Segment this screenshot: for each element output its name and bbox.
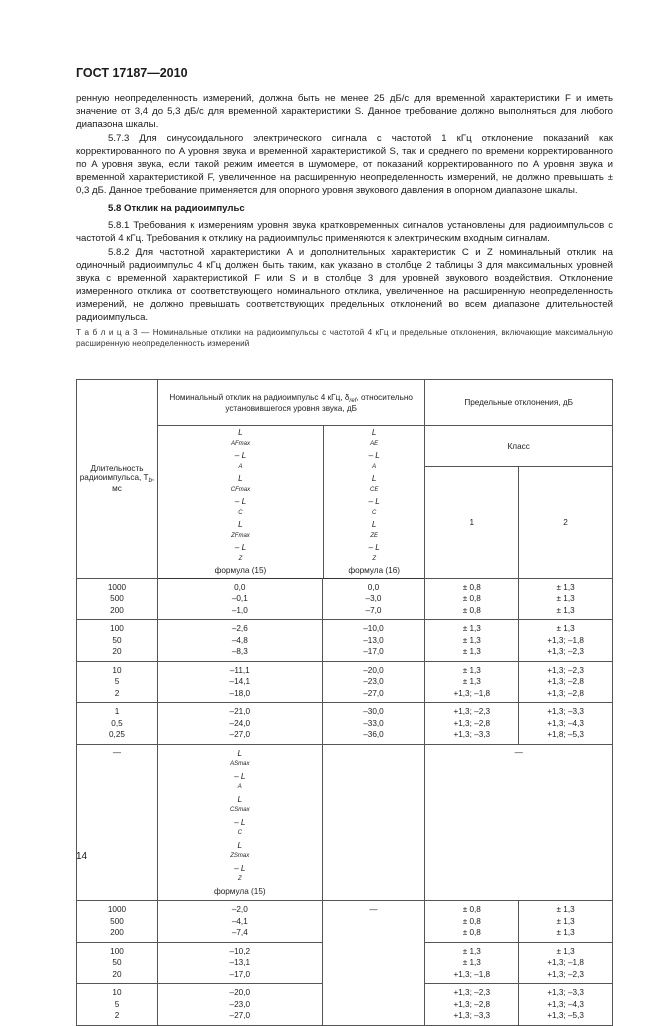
- header-class-2: 2: [519, 467, 613, 578]
- duration-cell: 10 5 2: [77, 661, 158, 703]
- duration-cell: 100 50 20: [77, 620, 158, 662]
- header-limits: Предельные отклонения, дБ: [425, 380, 613, 426]
- nominal-exposure-cell: –30,0 –33,0 –36,0: [322, 703, 425, 745]
- nominal-max-cell: –11,1 –14,1 –18,0: [157, 661, 322, 703]
- nominal-exposure-cell: –10,0 –13,0 –17,0: [322, 620, 425, 662]
- formula-15: L AFmax – L A L CFmax – L C L ZFmax – L Z формула (15): [158, 426, 324, 578]
- class2-cell: ± 1,3 ± 1,3 ± 1,3: [519, 578, 613, 620]
- table-row: [77, 744, 613, 901]
- nominal-max-cell: –2,0 –4,1 –7,4: [157, 901, 322, 943]
- duration-cell: 100 50 20: [77, 942, 158, 984]
- nominal-exposure-cell: 0,0 –3,0 –7,0: [322, 578, 425, 620]
- nominal-max-cell: –20,0 –23,0 –27,0: [157, 984, 322, 1026]
- formula-16: L AE – L A L CE – L C L ZE – L Z формула (16): [348, 428, 400, 575]
- class1-cell: ± 1,3 ± 1,3 +1,3; –1,8: [425, 661, 519, 703]
- class1-cell: ± 1,3 ± 1,3 ± 1,3: [425, 620, 519, 662]
- paragraph-5-7-3: 5.7.3 Для синусоидального электрического сигнала с частотой 1 кГц отклонение показаний как корректированного по A уровня звука и временной характеристикой S, так и среднего по времени корректированного по A уровня звука, если такой режим имеется в шумомере, от показаний корректированного по A уровня звука и временной характеристикой F, увеличенное на расширенную неопределенность измерений, не должно превышать ± 0,3 дБ. Данное требование применяется для опорного уровня звукового давления в опорном диапазоне шкалы.: [76, 133, 613, 196]
- table-row: [77, 620, 613, 662]
- table-caption: Т а б л и ц а 3 — Номинальные отклики на радиоимпульсы с частотой 4 кГц и предельные отклонения, включающие максимальную расширенную неопределенность измерений: [76, 328, 613, 348]
- nominal-max-cell: –21,0 –24,0 –27,0: [157, 703, 322, 745]
- table-row: [77, 578, 613, 620]
- dash-cell: —: [77, 744, 158, 901]
- table-row: [77, 661, 613, 703]
- nominal-max-cell: 0,0 –0,1 –1,0: [157, 578, 322, 620]
- formula-15-smax: L ASmax – L A L CSmax – L C L ZSmax – L Z формула (15): [157, 744, 322, 901]
- paragraph-5-8-2: 5.8.2 Для частотной характеристики A и дополнительных характеристик C и Z номинальный отклик на одиночный радиоимпульс 4 кГц должен быть таким, как указано в столбце 2 таблицы 3 для максимальных уровней звука с временной характеристикой F или S и в столбце 3 для уровней звукового воздействия. Отклонение измеренного отклика от соответствующего номинального отклика, увеличенное на расширенную неопределенность измерений, не должно превышать соответствующих предельных отклонений во всем диапазоне длительностей радиоимпульса.: [76, 247, 613, 323]
- empty-cell: [322, 744, 425, 901]
- dash-cell: —: [322, 901, 425, 1026]
- class1-cell: ± 1,3 ± 1,3 +1,3; –1,8: [425, 942, 519, 984]
- section-title-5-8: 5.8 Отклик на радиоимпульс: [108, 203, 245, 214]
- header-duration: Длительность радиоимпульса, $T_b$, мс: [77, 380, 158, 579]
- dash-cell: —: [425, 744, 613, 901]
- nominal-max-cell: –10,2 –13,1 –17,0: [157, 942, 322, 984]
- class1-cell: ± 0,8 ± 0,8 ± 0,8: [425, 901, 519, 943]
- class1-cell: ± 0,8 ± 0,8 ± 0,8: [425, 578, 519, 620]
- duration-cell: 1000 500 200: [77, 901, 158, 943]
- header-class-1: 1: [425, 467, 519, 578]
- duration-cell: 1 0,5 0,25: [77, 703, 158, 745]
- body-text: [76, 92, 613, 350]
- table-row: [77, 703, 613, 745]
- duration-cell: 1000 500 200: [77, 578, 158, 620]
- class2-cell: ± 1,3 ± 1,3 ± 1,3: [519, 901, 613, 943]
- duration-cell: 10 5 2: [77, 984, 158, 1026]
- page-number: 14: [76, 851, 88, 862]
- header-class: Класс: [425, 426, 613, 467]
- class2-cell: ± 1,3 +1,3; –1,8 +1,3; –2,3: [519, 942, 613, 984]
- header-nominal: Номинальный отклик на радиоимпульс 4 кГц, $\delta_{ref}$, относительно установившегося уровня звука, дБ: [157, 380, 424, 426]
- document-header: ГОСТ 17187—2010: [76, 66, 188, 80]
- table-3: [76, 379, 613, 1026]
- class1-cell: +1,3; –2,3 +1,3; –2,8 +1,3; –3,3: [425, 984, 519, 1026]
- nominal-exposure-cell: –20,0 –23,0 –27,0: [322, 661, 425, 703]
- nominal-max-cell: –2,6 –4,8 –8,3: [157, 620, 322, 662]
- class2-cell: ± 1,3 +1,3; –1,8 +1,3; –2,3: [519, 620, 613, 662]
- class2-cell: +1,3; –3,3 +1,3; –4,3 +1,8; –5,3: [519, 703, 613, 745]
- paragraph-5-8-1: 5.8.1 Требования к измерениям уровня звука кратковременных сигналов установлены для радиоимпульсов с частотой 4 кГц. Требования к отклику на радиоимпульс применяются к электрическим входным сигналам.: [76, 220, 613, 244]
- header-formula-split: [157, 426, 424, 579]
- paragraph-continued: ренную неопределенность измерений, должна быть не менее 25 дБ/с для временной характеристики F и иметь значение от 3,4 до 5,3 дБ/с для временной характеристики S. Данное требование должно выполняться для любого диапазона шкалы.: [76, 93, 613, 130]
- class2-cell: +1,3; –2,3 +1,3; –2,8 +1,3; –2,8: [519, 661, 613, 703]
- class1-cell: +1,3; –2,3 +1,3; –2,8 +1,3; –3,3: [425, 703, 519, 745]
- class2-cell: +1,3; –3,3 +1,3; –4,3 +1,3; –5,3: [519, 984, 613, 1026]
